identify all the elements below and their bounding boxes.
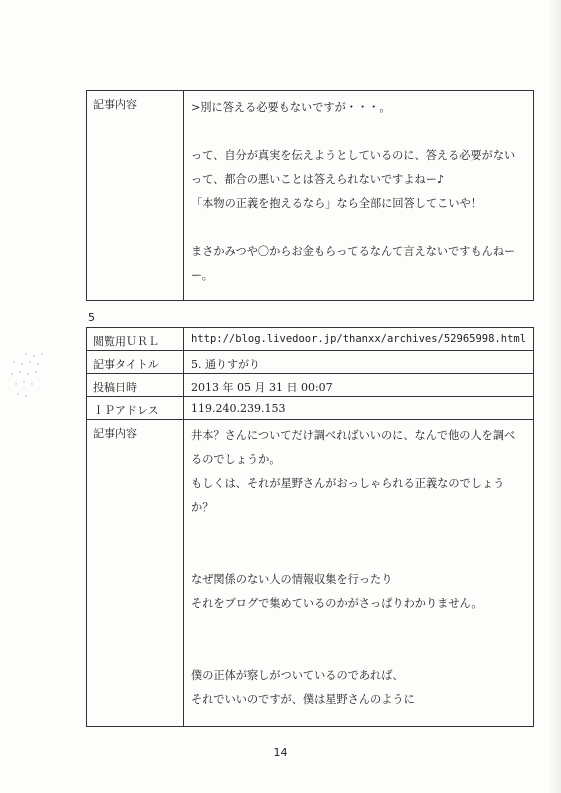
content-line: か？ [191, 501, 214, 514]
date-label: 投稿日時 [87, 374, 184, 397]
url-label: 閲覧用ＵＲＬ [87, 328, 184, 351]
content-line: って、自分が真実を伝えようとしているのに、答える必要がない [191, 149, 516, 162]
content-line: もしくは、それが星野さんがおっしゃられる正義なのでしょう [191, 477, 505, 490]
content-line: るのでしょうか。 [191, 453, 281, 466]
record-5-content-cell [184, 420, 534, 727]
page-edge-shadow [547, 0, 561, 793]
record-top-table [86, 90, 534, 301]
content-line: って、都合の悪いことは答えられないですよねー♪ [191, 173, 445, 186]
content-line [191, 120, 533, 144]
content-line [191, 544, 533, 568]
content-line [191, 216, 533, 240]
content-line: >別に答える必要もないですが・・・。 [191, 101, 391, 114]
title-value: 5. 通りすがり [184, 351, 534, 374]
record-5-url-row [87, 328, 534, 351]
record-5-title-row [87, 351, 534, 374]
content-line [191, 640, 533, 664]
content-line: まさかみつや〇からお金もらってるなんて言えないですもんねー [191, 245, 516, 258]
content-line [191, 520, 533, 544]
section-number: 5 [88, 311, 95, 324]
date-value: 2013 年 05 月 31 日 00:07 [184, 374, 534, 397]
ip-value: 119.240.239.153 [184, 397, 534, 420]
record-5-table [86, 327, 534, 727]
content-line: 「本物の正義を抱えるなら」なら全部に回答してこいや！ [191, 197, 482, 210]
ip-label: ＩＰアドレス [87, 397, 184, 420]
record-top-content-cell [184, 91, 534, 301]
content-label: 記事内容 [87, 420, 184, 727]
url-value: http://blog.livedoor.jp/thanxx/archives/52965998.html [184, 328, 534, 351]
content-line [191, 616, 533, 640]
page-number: 14 [273, 746, 288, 759]
content-line: なぜ関係のない人の情報収集を行ったり [191, 573, 393, 586]
record-5-ip-row [87, 397, 534, 420]
content-line: ー。 [191, 269, 213, 282]
content-line: 井本？さんについてだけ調べればいいのに、なんで他の人を調べ [191, 429, 516, 442]
record-5-date-row [87, 374, 534, 397]
record-top-content-lines [191, 96, 533, 288]
title-label: 記事タイトル [87, 351, 184, 374]
record-top-content-label: 記事内容 [87, 91, 184, 301]
content-line: それをブログで集めているのかがさっぱりわかりません。 [191, 597, 483, 610]
record-5-content-lines [191, 424, 533, 712]
record-top-content-row [87, 91, 534, 301]
record-5-content-row [87, 420, 534, 727]
content-line: それでいいのですが、僕は星野さんのように [191, 693, 415, 706]
content-line: 僕の正体が察しがついているのであれば、 [191, 669, 404, 682]
scan-artifact-dots [4, 350, 64, 410]
